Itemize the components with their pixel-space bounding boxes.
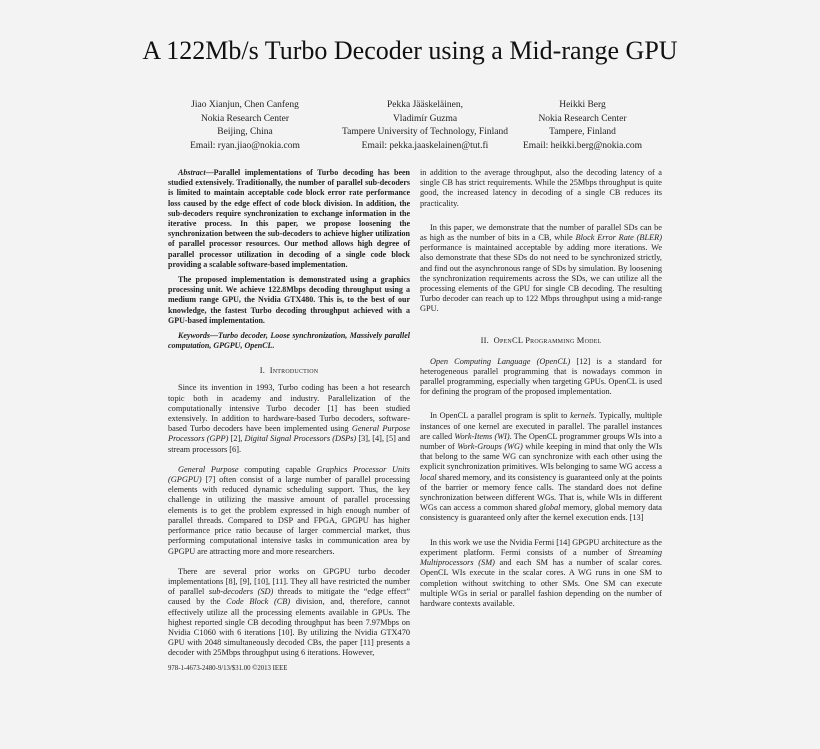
section-title: OpenCL Programming Model (493, 334, 602, 345)
abstract-text: —Parallel implementations of Turbo decoding has been studied extensively. Traditionally, the number of parallel sub-decoders is limited to maintain acceptable code block error rate performance loss caused by the edge effect of code block division. In addition, the sub-decoders require synchronization to exchange information in the iterative process. In this paper, we propose loosening the synchronization between the sub-decoders to achieve higher utilization of parallel processor resources. Our method allows high degree of parallel processor utilization in decoding of a single code block providing a scalable software-based implementation. (168, 168, 410, 269)
left-column (168, 168, 410, 673)
intro-paragraph-2: General Purpose computing capable Graphics Processor Units (GPGPU) [7] often consist of a large number of parallel processing elements with reduced dynamic scheduling support. Thus, the key challenge in utilizing the massive amount of parallel processing elements is to get the problem expressed in high enough number of parallel threads. Compared to DSP and FPGA, GPGPU has higher performance price ratio because of larger commercial market, thus performing computational intensive tasks in communication area by GPGPU are attracting more and more researchers. (168, 464, 410, 556)
abstract-lead: Abstract (178, 168, 206, 177)
paper-title: A 122Mb/s Turbo Decoder using a Mid-range GPU (142, 36, 678, 65)
author-city: Beijing, China (217, 127, 273, 138)
author-org: Tampere University of Technology, Finland (342, 127, 508, 138)
abstract-paragraph-1 (168, 168, 410, 270)
section-heading-opencl (420, 335, 662, 345)
opencl-paragraph-1: Open Computing Language (OpenCL) [12] is a standard for heterogeneous parallel programming that is nowadays common in parallel programming, especially when targeting GPUs. OpenCL is used for defining the program of the proposed implementation. (420, 356, 662, 397)
intro-paragraph-1: Since its invention in 1993, Turbo coding has been a hot research topic both in academy and industry. Parallelization of the computationally intensive Turbo decoder [1] has been studied extensively. In addition to hardware-based Turbo decoders, software-based Turbo decoders have been implemented using General Purpose Processors (GPP) [2], Digital Signal Processors (DSPs) [3], [4], [5] and stream processors [6]. (168, 383, 411, 454)
copyright-footer: 978-1-4673-2480-9/13/$31.00 ©2013 IEEE (168, 664, 288, 672)
author-email: Email: ryan.jiao@nokia.com (190, 140, 300, 151)
author-block-3 (505, 99, 660, 153)
section-title: Introduction (269, 365, 319, 376)
author-block-2 (325, 99, 525, 153)
author-email: Email: pekka.jaaskelainen@tut.fi (361, 140, 489, 151)
abstract-paragraph-2: The proposed implementation is demonstrated using a graphics processing unit. We achieve 122.8Mbps decoding throughput using a medium range GPU, the Nvidia GTX480. This is, to the best of our knowledge, the fastest Turbo decoding throughput achieved with a GPU-based implementation. (168, 275, 410, 325)
continued-paragraph: in addition to the average throughput, also the decoding latency of a single CB has strict requirements. While the 25Mbps throughput is quite good, the increased latency in decoding of a single CB reduces its practicality. (420, 168, 662, 208)
author-name-2: Vladimír Guzma (392, 113, 458, 124)
contribution-paragraph: In this paper, we demonstrate that the number of parallel SDs can be as high as the number of bits in a CB, while Block Error Rate (BLER) performance is maintained acceptable by adding more iterations. We also demonstrate that these SDs do not need to be synchronized strictly, and find out the asynchronous range of SDs by simulation. By loosening the synchronization requirements across the SDs, we can utilize all the processing elements of the GPU for single CB decoding. The resulting Turbo decoder can reach up to 122 Mbps throughput using a mid-range GPU. (420, 222, 662, 314)
intro-paragraph-3: There are several prior works on GPGPU turbo decoder implementations [8], [9], [10], [11]. They all have restricted the number of parallel sub-decoders (SD) threads to mitigate the “edge effect” caused by the Code Block (CB) division, and, therefore, cannot effectively utilize all the processing elements available in GPUs. The highest reported single CB decoding throughput has been 7.97Mbps on Nvidia C1060 with 6 iterations [10]. By utilizing the Nvidia GTX470 GPU with 2048 simultaneously decoded CBs, the paper [11] presents a decoder with 25Mbps throughput using 6 iterations. However, (168, 566, 411, 658)
keywords (168, 331, 410, 351)
author-name: Jiao Xianjun, Chen Canfeng (191, 100, 299, 110)
section-number: I. (259, 365, 266, 376)
right-column (420, 168, 662, 609)
author-name: Heikki Berg (559, 100, 606, 110)
author-email: Email: heikki.berg@nokia.com (522, 140, 643, 151)
opencl-paragraph-2: In OpenCL a parallel program is split to kernels. Typically, multiple instances of one kernel are executed in parallel. The parallel instances are called Work-Items (WI). The OpenCL programmer groups WIs into a number of Work-Groups (WG) while keeping in mind that only the WIs that belong to the same WG can synchronize with each other using the explicit synchronization primitives. WIs belonging to same WG access a local shared memory, and its consistency is guaranteed only at the points of the barrier or memory fence calls. The standard does not define synchronization between different WGs. That is, while WIs in different WGs can access a common shared global memory, global memory data consistency is guaranteed only after the kernel execution ends. [13] (420, 411, 662, 523)
keywords-lead: Keywords (178, 331, 210, 341)
section-heading-introduction (168, 365, 410, 375)
keywords-text: —Turbo decoder, Loose synchronization, Massively parallel computation, GPGPU, OpenCL. (168, 331, 410, 351)
author-block-1 (170, 99, 320, 153)
author-org: Nokia Research Center (200, 113, 290, 124)
author-org: Nokia Research Center (538, 113, 627, 124)
author-name: Pekka Jääskeläinen, (387, 100, 463, 110)
opencl-paragraph-3: In this work we use the Nvidia Fermi [14] GPGPU architecture as the experiment platform. Fermi consists of a number of Streaming Multiprocessors (SM) and each SM has a number of scalar cores. OpenCL WIs execute in the scalar cores. A WG runs in one SM to completion without switching to other SMs. One SM can execute multiple WGs in serial or parallel fashion depending on the number of hardware contexts available. (420, 537, 662, 608)
section-number: II. (480, 334, 490, 345)
author-city: Tampere, Finland (549, 127, 616, 138)
